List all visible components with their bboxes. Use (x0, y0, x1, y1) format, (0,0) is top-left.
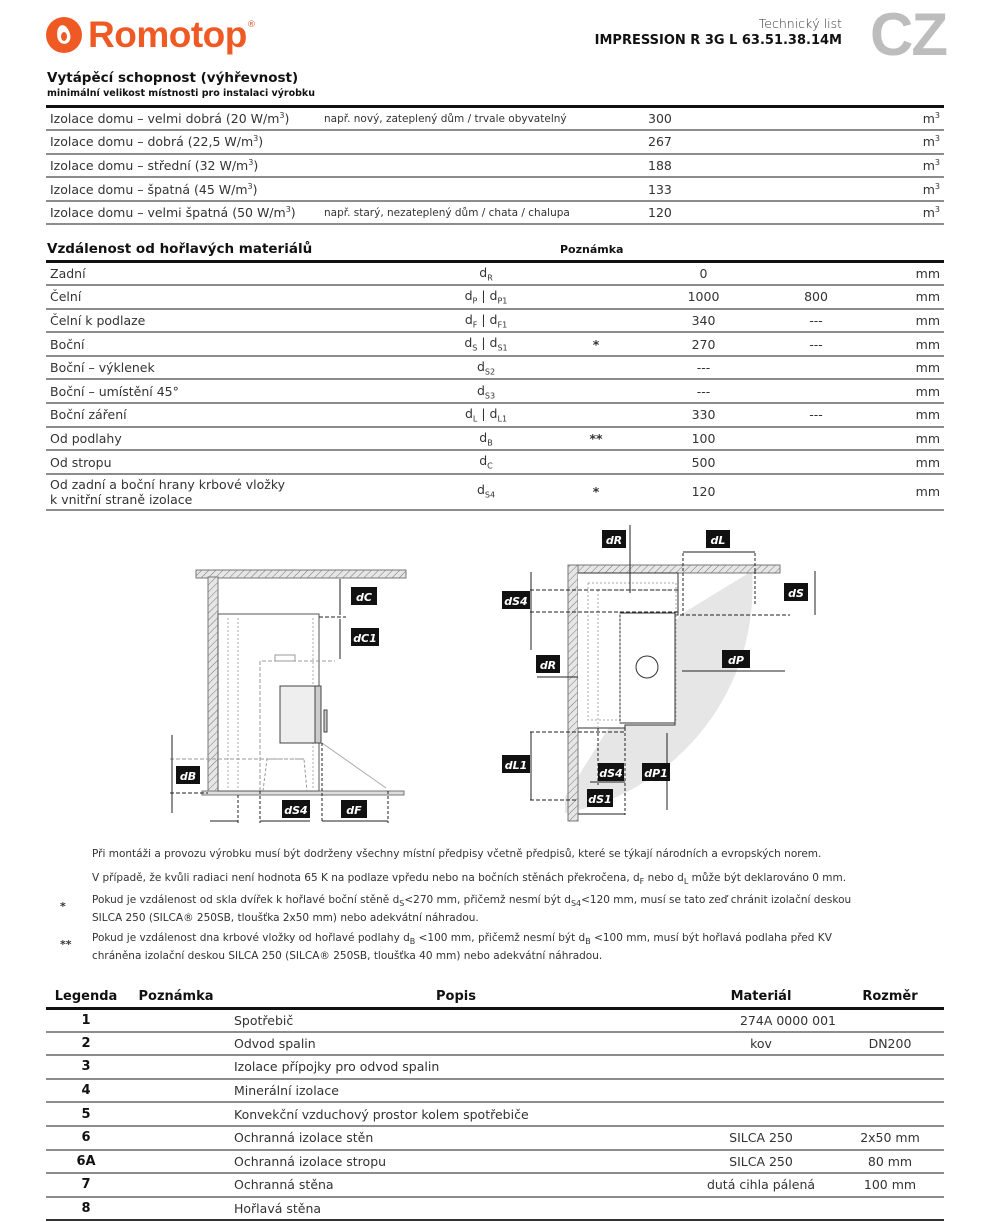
row-symbol: $d_F$ | $d_{F1}$ (426, 309, 546, 333)
brand-name: Romotop (88, 14, 247, 55)
sym-sub: S (472, 343, 478, 353)
legend-size (836, 1008, 944, 1032)
sym: d (464, 406, 473, 422)
table-row (46, 1126, 944, 1150)
legend-note (126, 1079, 226, 1103)
row-value: 120 (644, 201, 764, 225)
table-row (46, 427, 944, 451)
header-material: Materiál (686, 986, 836, 1008)
table-row (46, 356, 944, 380)
svg-text:dL: dL (710, 534, 726, 547)
sym-sub: S2 (484, 367, 496, 377)
superscript: 3 (279, 110, 285, 120)
legend-note (126, 1197, 226, 1221)
sym-sub: R (487, 273, 493, 283)
legend-size (836, 1055, 944, 1079)
table-row (46, 332, 944, 356)
sym-sub: B (487, 438, 493, 448)
header-legenda: Legenda (46, 986, 126, 1008)
row-unit (764, 154, 944, 178)
heating-table (46, 105, 944, 225)
row-value2 (761, 427, 871, 451)
superscript: 3 (285, 205, 291, 215)
dim-label-df (341, 800, 367, 818)
sym2-sub: L1 (497, 414, 508, 424)
row-value: 270 (646, 332, 761, 356)
svg-text:dC1: dC1 (353, 632, 377, 645)
row-note: např. starý, nezateplený dům / chata / chalupa (324, 201, 644, 225)
svg-text:dP1: dP1 (644, 767, 668, 780)
row-value2 (761, 474, 871, 510)
row-label-close: ) (284, 111, 290, 127)
row-value: 0 (646, 262, 761, 286)
sym-sub: C (487, 461, 493, 471)
unit-text: m (922, 111, 935, 127)
dim-label-dl (706, 530, 730, 548)
legend-table (46, 986, 944, 1221)
dim-label-dp1 (642, 763, 670, 781)
note-part: SILCA 250 (SILCA® 250SB, tloušťka 2x50 mm) nebo adekvátní náhradou. (92, 912, 479, 925)
svg-text:dL1: dL1 (504, 759, 528, 772)
sym2: d (489, 311, 498, 327)
legend-desc: Minerální izolace (226, 1079, 686, 1103)
row-label-close: ) (252, 181, 258, 197)
row-unit: mm (871, 356, 944, 380)
svg-text:dC: dC (356, 591, 372, 604)
dim-label-db (176, 766, 200, 784)
row-value2: 800 (761, 285, 871, 309)
distances-table (46, 260, 944, 511)
row-label-line1: Od zadní a boční hrany krbové vložky (50, 476, 286, 492)
dim-label-dr-side (536, 655, 560, 673)
legend-note (126, 1102, 226, 1126)
dim-label-ds1 (587, 789, 613, 807)
row-unit (764, 177, 944, 201)
note-text (92, 931, 932, 964)
table-row (46, 1173, 944, 1197)
note-sub: L (683, 877, 689, 887)
table-row (46, 201, 944, 225)
header-poznamka: Poznámka (126, 986, 226, 1008)
legend-desc: Odvod spalin (226, 1032, 686, 1056)
sym: d (476, 382, 485, 398)
row-note (324, 177, 644, 201)
row-label: Izolace domu – střední (32 W/m (50, 158, 249, 174)
note-sub: B (585, 937, 591, 947)
legend-desc: Konvekční vzduchový prostor kolem spotřebiče (226, 1102, 686, 1126)
legend-header-row (46, 986, 944, 1008)
top-view-diagram (490, 525, 804, 825)
sym: d (479, 264, 488, 280)
note-sub: S (399, 899, 405, 909)
legend-num: 7 (46, 1173, 126, 1197)
sym-sub: P (472, 296, 478, 306)
legend-material: SILCA 250 (686, 1126, 836, 1150)
row-label (46, 474, 426, 510)
row-label: Izolace domu – dobrá (22,5 W/m (50, 134, 254, 150)
row-note: * (546, 474, 646, 510)
table-row (46, 154, 944, 178)
legend-desc: Ochranná stěna (226, 1173, 686, 1197)
note-part: <270 mm, přičemž nesmí být d (404, 894, 571, 906)
row-unit: mm (871, 285, 944, 309)
language-code: CZ (870, 1, 946, 68)
row-label: Boční – výklenek (46, 356, 426, 380)
legend-material: SILCA 250 (686, 1150, 836, 1174)
double-asterisk-mark: ** (60, 938, 72, 951)
row-value2 (761, 379, 871, 403)
legend-note (126, 1032, 226, 1056)
sym: d (464, 288, 473, 304)
table-row (46, 1032, 944, 1056)
legend-num: 1 (46, 1008, 126, 1032)
row-value: --- (646, 379, 761, 403)
table-row (46, 1150, 944, 1174)
row-value: 500 (646, 450, 761, 474)
dim-label-dp (722, 650, 750, 668)
legend-note (126, 1126, 226, 1150)
row-symbol: $d_L$ | $d_{L1}$ (426, 403, 546, 427)
row-note (324, 154, 644, 178)
sym2: d (489, 288, 498, 304)
row-label: Od podlahy (46, 427, 426, 451)
row-note (546, 450, 646, 474)
row-note: např. nový, zateplený dům / trvale obyvatelný (324, 107, 644, 131)
sym: d (479, 453, 488, 469)
brand-logo (46, 14, 256, 56)
row-value: 120 (646, 474, 761, 510)
flame-icon (46, 17, 82, 53)
note-sub: S4 (570, 899, 582, 909)
header-rozmer: Rozměr (836, 986, 944, 1008)
row-label: Izolace domu – velmi dobrá (20 W/m (50, 111, 280, 127)
heating-title: Vytápěcí schopnost (výhřevnost) (47, 70, 299, 86)
row-label-close: ) (253, 158, 259, 174)
svg-text:dS4: dS4 (599, 767, 623, 780)
row-label: Izolace domu – špatná (45 W/m (50, 181, 248, 197)
row-label: Boční (46, 332, 426, 356)
legend-material: dutá cihla pálená (686, 1173, 836, 1197)
unit-text: m (922, 181, 935, 197)
row-unit (764, 201, 944, 225)
sym: d (476, 481, 485, 497)
row-note (546, 309, 646, 333)
row-label: Od stropu (46, 450, 426, 474)
registered-mark: ® (246, 20, 256, 30)
legend-note (126, 1150, 226, 1174)
row-symbol (426, 474, 546, 510)
row-value2: --- (761, 309, 871, 333)
legend-material: kov (686, 1032, 836, 1056)
note-part: chráněna izolační deskou SILCA 250 (SILCA® 250SB, tloušťka 40 mm) nebo adekvátní náhradou. (92, 950, 603, 963)
note-header: Poznámka (560, 243, 624, 256)
legend-num: 3 (46, 1055, 126, 1079)
unit-sup: 3 (934, 181, 940, 191)
sym: d (464, 311, 473, 327)
unit-sup: 3 (934, 157, 940, 167)
sym-sub: L (472, 414, 478, 424)
sym2-sub: P1 (497, 296, 508, 306)
svg-text:dS4: dS4 (504, 595, 528, 608)
table-row (46, 309, 944, 333)
table-row (46, 1008, 944, 1032)
note-text (92, 871, 932, 889)
legend-material: 274A 0000 001 (686, 1008, 836, 1032)
row-label-line2: k vnitřní straně izolace (50, 491, 193, 507)
svg-text:dP: dP (728, 654, 744, 667)
row-label: Čelní (46, 285, 426, 309)
svg-text:dS: dS (788, 587, 804, 600)
dim-label-dl1 (502, 755, 530, 773)
dim-label-ds4 (282, 800, 310, 818)
note-part: Pokud je vzdálenost od skla dvířek k hořlavé boční stěně d (92, 894, 400, 906)
table-row (46, 474, 944, 510)
table-row (46, 379, 944, 403)
row-value: 133 (644, 177, 764, 201)
row-value: 188 (644, 154, 764, 178)
row-note (546, 285, 646, 309)
row-unit: mm (871, 332, 944, 356)
legend-size (836, 1079, 944, 1103)
unit-sup: 3 (934, 110, 940, 120)
model-name: IMPRESSION R 3G L 63.51.38.14M (594, 33, 842, 48)
table-row (46, 107, 944, 131)
header-popis: Popis (226, 986, 686, 1008)
distances-title: Vzdálenost od hořlavých materiálů (47, 241, 313, 257)
dim-label-dc (351, 587, 377, 605)
legend-num: 8 (46, 1197, 126, 1221)
legend-num: 6 (46, 1126, 126, 1150)
row-value: 340 (646, 309, 761, 333)
svg-text:dS1: dS1 (588, 793, 612, 806)
table-row (46, 1102, 944, 1126)
row-symbol: $d_P$ | $d_{P1}$ (426, 285, 546, 309)
legend-desc: Ochranná izolace stěn (226, 1126, 686, 1150)
row-unit: mm (871, 474, 944, 510)
legend-desc: Izolace přípojky pro odvod spalin (226, 1055, 686, 1079)
note-part: <100 mm, musí být hořlavá podlaha před KV (590, 932, 832, 944)
row-unit (764, 107, 944, 131)
row-symbol (426, 356, 546, 380)
legend-desc: Hořlavá stěna (226, 1197, 686, 1221)
row-value2: --- (761, 332, 871, 356)
legend-size: 100 mm (836, 1173, 944, 1197)
row-unit: mm (871, 379, 944, 403)
table-row (46, 177, 944, 201)
sym: d (479, 429, 488, 445)
row-value: 330 (646, 403, 761, 427)
legend-num: 5 (46, 1102, 126, 1126)
sym-sub: S3 (484, 391, 496, 401)
row-unit: mm (871, 262, 944, 286)
note-part: <120 mm, musí se tato zeď chránit izolační deskou (581, 894, 852, 906)
row-symbol (426, 262, 546, 286)
unit-text: m (922, 205, 935, 221)
legend-note (126, 1008, 226, 1032)
row-note (324, 130, 644, 154)
table-row (46, 262, 944, 286)
row-note: ** (546, 427, 646, 451)
svg-text:dF: dF (346, 804, 362, 817)
superscript: 3 (247, 181, 253, 191)
legend-desc: Spotřebič (226, 1008, 686, 1032)
row-value2 (761, 450, 871, 474)
row-unit: mm (871, 309, 944, 333)
note-part: může být deklarováno 0 mm. (688, 872, 847, 884)
row-unit: mm (871, 450, 944, 474)
note-sub: F (639, 877, 645, 887)
dim-label-ds (784, 583, 808, 601)
row-unit: mm (871, 427, 944, 451)
legend-material (686, 1079, 836, 1103)
svg-text:dR: dR (539, 659, 557, 672)
side-view-diagram (160, 555, 420, 835)
heating-subtitle: minimální velikost místnosti pro instalaci výrobku (47, 88, 315, 99)
row-unit (764, 130, 944, 154)
table-row (46, 1055, 944, 1079)
dim-label-dr-top (602, 530, 626, 548)
svg-text:dB: dB (179, 770, 197, 783)
row-value2: --- (761, 403, 871, 427)
sym2: d (489, 335, 498, 351)
legend-num: 6A (46, 1150, 126, 1174)
sym2-sub: F1 (497, 320, 508, 330)
row-value: 300 (644, 107, 764, 131)
legend-size: 2x50 mm (836, 1126, 944, 1150)
unit-sup: 3 (934, 205, 940, 215)
legend-material (686, 1102, 836, 1126)
unit-text: m (922, 158, 935, 174)
row-symbol (426, 379, 546, 403)
note-text (92, 893, 932, 926)
legend-size: DN200 (836, 1032, 944, 1056)
row-value: 1000 (646, 285, 761, 309)
row-value: 267 (644, 130, 764, 154)
row-symbol: $d_S$ | $d_{S1}$ (426, 332, 546, 356)
sym2-sub: S1 (497, 343, 508, 353)
row-note: * (546, 332, 646, 356)
row-label: Izolace domu – velmi špatná (50 W/m (50, 205, 286, 221)
row-label: Čelní k podlaze (46, 309, 426, 333)
legend-material (686, 1197, 836, 1221)
sym: d (476, 358, 485, 374)
legend-size (836, 1102, 944, 1126)
row-symbol (426, 450, 546, 474)
row-value2 (761, 262, 871, 286)
row-note (546, 379, 646, 403)
row-label-close: ) (258, 134, 264, 150)
table-row (46, 1079, 944, 1103)
table-row (46, 450, 944, 474)
unit-sup: 3 (934, 134, 940, 144)
legend-material (686, 1055, 836, 1079)
note-part: V případě, že kvůli radiaci není hodnota 65 K na podlaze vpředu nebo na bočních stěnách překročena, d (92, 872, 640, 884)
legend-note (126, 1055, 226, 1079)
row-value2 (761, 356, 871, 380)
row-note (546, 356, 646, 380)
row-note (546, 403, 646, 427)
asterisk-mark: * (60, 900, 66, 913)
dim-label-ds4-bottom (598, 763, 624, 781)
dim-label-dc1 (351, 628, 379, 646)
sym-sub: S4 (484, 490, 496, 500)
table-row (46, 285, 944, 309)
row-label: Boční záření (46, 403, 426, 427)
table-row (46, 130, 944, 154)
svg-text:dS4: dS4 (284, 804, 308, 817)
table-row (46, 1197, 944, 1221)
unit-text: m (922, 134, 935, 150)
row-unit: mm (871, 403, 944, 427)
sym2: d (489, 406, 498, 422)
note-part: Pokud je vzdálenost dna krbové vložky od hořlavé podlahy d (92, 932, 410, 944)
superscript: 3 (253, 134, 259, 144)
row-label-close: ) (290, 205, 296, 221)
note-part: nebo d (644, 872, 684, 884)
sym: d (464, 335, 473, 351)
svg-text:dR: dR (605, 534, 623, 547)
sym-sub: F (472, 320, 478, 330)
dim-label-ds4-top (502, 591, 530, 609)
note-text: Při montáži a provozu výrobku musí být dodrženy všechny místní předpisy včetně předpisů, které se týkají národních a evropských norem. (92, 848, 822, 860)
row-label: Zadní (46, 262, 426, 286)
legend-num: 4 (46, 1079, 126, 1103)
table-row (46, 403, 944, 427)
row-note (546, 262, 646, 286)
doc-type: Technický list (758, 16, 842, 31)
legend-desc: Ochranná izolace stropu (226, 1150, 686, 1174)
legend-size: 80 mm (836, 1150, 944, 1174)
row-symbol (426, 427, 546, 451)
row-value: --- (646, 356, 761, 380)
legend-size (836, 1197, 944, 1221)
document-header (595, 16, 842, 48)
row-label: Boční – umístění 45° (46, 379, 426, 403)
note-part: <100 mm, přičemž nesmí být d (415, 932, 586, 944)
legend-note (126, 1173, 226, 1197)
legend-num: 2 (46, 1032, 126, 1056)
superscript: 3 (248, 157, 254, 167)
note-sub: B (409, 937, 416, 947)
row-value: 100 (646, 427, 761, 451)
